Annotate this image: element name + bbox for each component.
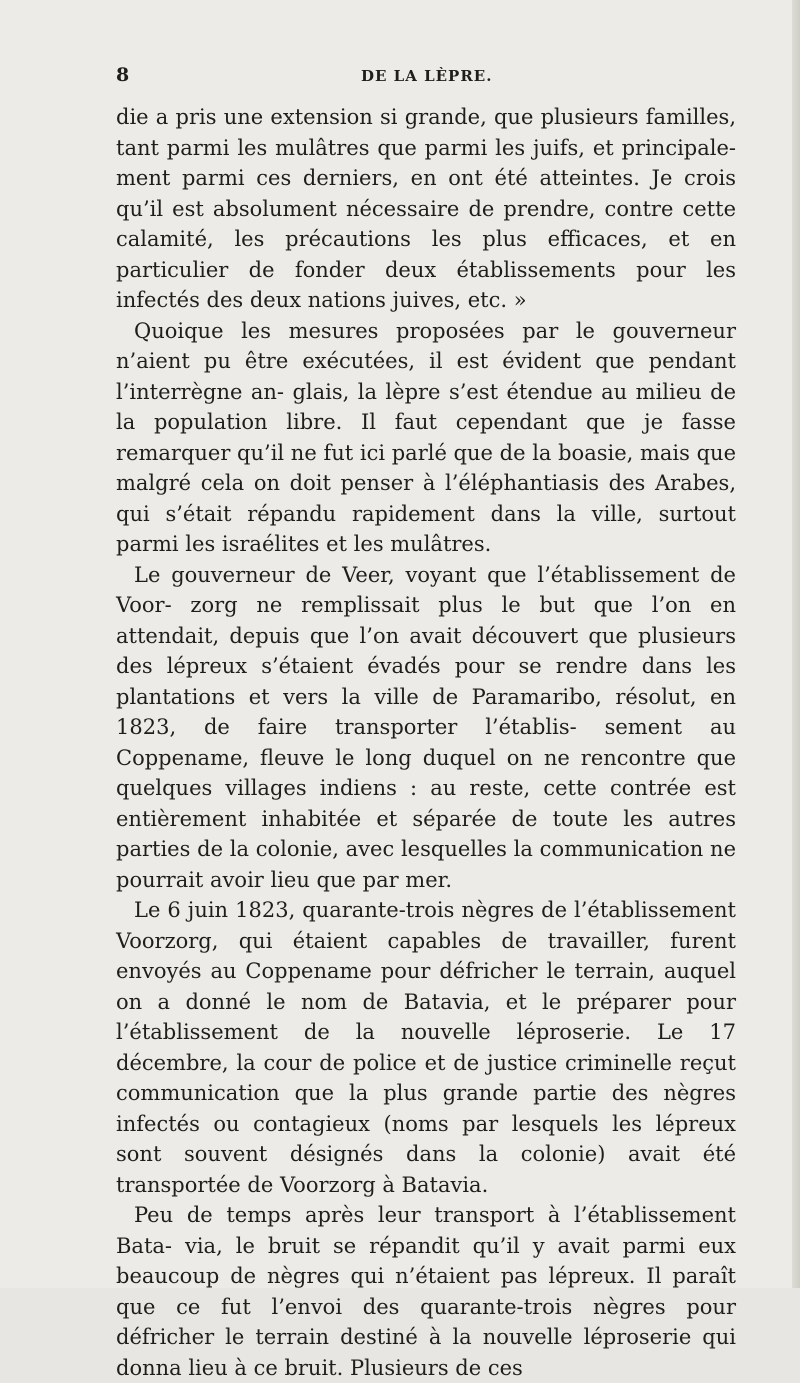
page-header: [116, 62, 736, 92]
body-text: [116, 102, 736, 1383]
paragraph: Le gouverneur de Veer, voyant que l’établissement de Voor- zorg ne remplissait plus le but que l’on en attendait, depuis que l’on avait découvert que plusieurs des lépreux s’étaient évadés pour se rendre dans les plantations et vers la ville de Paramaribo, résolut, en 1823, de faire transporter l’établis- sement au Coppename, fleuve le long duquel on ne rencontre que quelques villages indiens : au reste, cette contrée est entièrement inhabitée et séparée de toute les autres parties de la colonie, avec lesquelles la communication ne pourrait avoir lieu que par mer.: [116, 562, 736, 892]
page-edge: [792, 0, 800, 1288]
page-number: 8: [116, 64, 130, 86]
paragraph: die a pris une extension si grande, que plusieurs familles, tant parmi les mulâtres que parmi les juifs, et principale- ment parmi ces derniers, en ont été atteintes. Je crois qu’il est absolument nécessaire de prendre, contre cette calamité, les précautions les plus efficaces, et en particulier de fonder deux établissements pour les infectés des deux nations juives, etc. »: [116, 105, 736, 312]
paragraph: Peu de temps après leur transport à l’établissement Bata- via, le bruit se répandit qu’il y avait parmi eux beaucoup de nègres qui n’étaient pas lépreux. Il paraît que ce fut l’envoi des quarante-trois nègres pour défricher le terrain destiné à la nouvelle léproserie qui donna lieu à ce bruit. Plusieurs de ces: [116, 1203, 736, 1380]
paragraph: Le 6 juin 1823, quarante-trois nègres de l’établissement Voorzorg, qui étaient capables de travailler, furent envoyés au Coppename pour défricher le terrain, auquel on a donné le nom de Batavia, et le préparer pour l’établissement de la nouvelle léproserie. Le 17 décembre, la cour de police et de justice criminelle reçut communication que la plus grande partie des nègres infectés ou contagieux (noms par lesquels les lépreux sont souvent désignés dans la colonie) avait été transportée de Voorzorg à Batavia.: [116, 898, 736, 1197]
running-title: DE LA LÈPRE.: [361, 67, 493, 85]
paragraph: Quoique les mesures proposées par le gouverneur n’aient pu être exécutées, il est évident que pendant l’interrègne an- glais, la lèpre s’est étendue au milieu de la population libre. Il faut cependant que je fasse remarquer qu’il ne fut ici parlé que de la boasie, mais que malgré cela on doit penser à l’éléphantiasis des Arabes, qui s’était répandu rapidement dans la ville, surtout parmi les israélites et les mulâtres.: [116, 318, 736, 556]
